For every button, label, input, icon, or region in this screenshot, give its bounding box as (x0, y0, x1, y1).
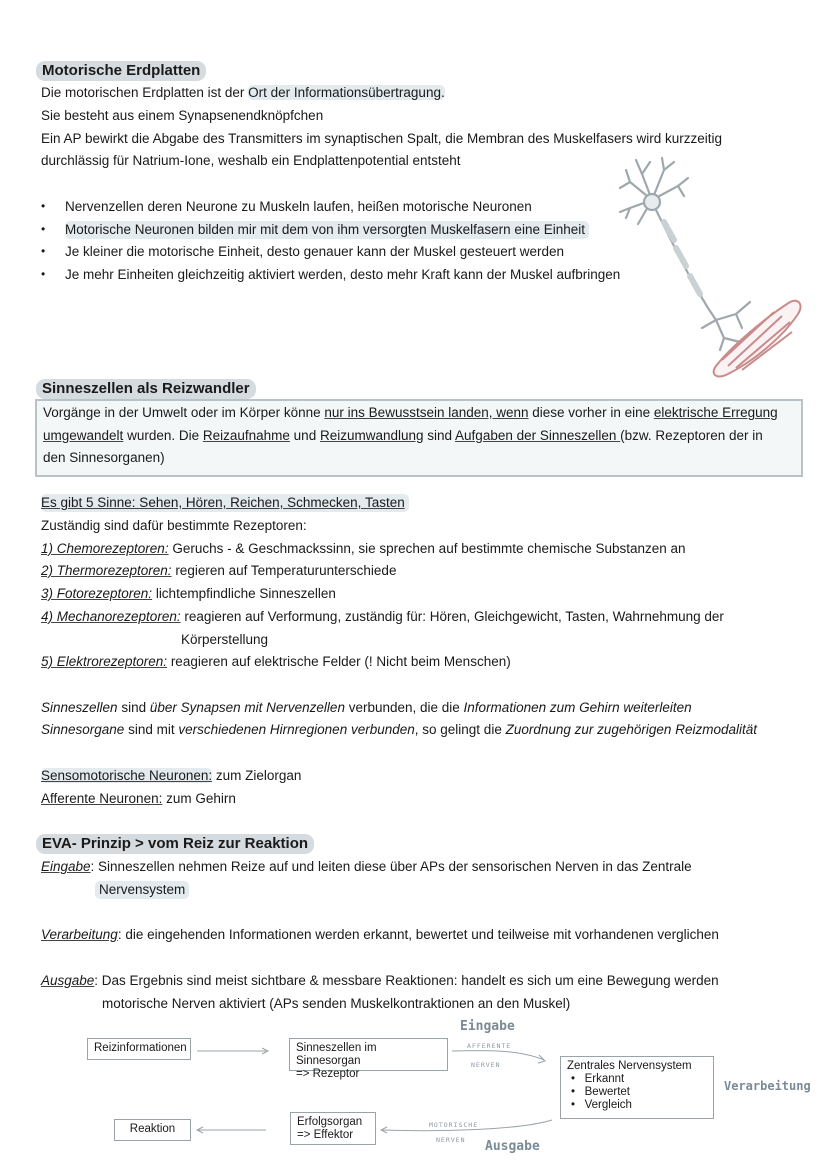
text: wurden. Die (123, 428, 203, 443)
box-label: Reizinformationen (94, 1042, 187, 1054)
box-label: Erfolgsorgan (297, 1116, 363, 1128)
text: sind (117, 700, 150, 715)
list-item: Je mehr Einheiten gleichzeitig aktiviert werden, desto mehr Kraft kann der Muskel aufbringen (65, 267, 621, 282)
sensomotorische-line (41, 767, 301, 785)
text: zum Zielorgan (212, 768, 302, 783)
section-heading-motorische-erdplatten: Motorische Erdplatten (36, 61, 206, 81)
underlined-text: nur ins Bewusstsein landen, wenn (324, 405, 529, 420)
list-item (41, 540, 686, 558)
text: Sinneszellen (41, 700, 118, 715)
label-text: Afferente Neuronen: (41, 791, 163, 806)
handwritten-verarbeitung: Verarbeitung (724, 1079, 811, 1093)
box-label: Reaktion (129, 1123, 176, 1135)
list-item (41, 653, 511, 671)
afferente-line (41, 790, 236, 808)
box-title: Zentrales Nervensystem (567, 1060, 692, 1072)
rezeptor-name: 4) Mechanorezeptoren: (41, 609, 181, 624)
bullet-dot: • (41, 222, 46, 236)
rezeptor-name: 2) Thermorezeptoren: (41, 563, 172, 578)
list-item: Je kleiner die motorische Einheit, desto genauer kann der Muskel gesteuert werden (65, 244, 565, 259)
box-reaktion (114, 1119, 191, 1141)
label-text: Sensomotorische Neuronen: (41, 768, 213, 783)
text: Informationen zum Gehirn weiterleiten (463, 700, 692, 715)
underlined-text: Reizumwandlung (319, 428, 424, 443)
list-item: Nervenzellen deren Neurone zu Muskeln laufen, heißen motorische Neuronen (65, 199, 532, 214)
text: (bzw. Rezeptoren der in (620, 428, 763, 443)
zns-item-label: Bewertet (584, 1086, 631, 1098)
zns-item: • Erkannt (571, 1073, 625, 1085)
rezeptor-desc: reagieren auf Verformung, zuständig für: Hören, Gleichgewicht, Tasten, Wahrnehmung der (180, 609, 724, 624)
sinnesorgane-sentence (41, 721, 757, 739)
text: verbunden, die die (344, 700, 464, 715)
handwritten-ausgabe: Ausgabe (485, 1139, 540, 1154)
section-heading-eva: EVA- Prinzip > vom Reiz zur Reaktion (36, 834, 314, 854)
list-item-continuation: Körperstellung (181, 632, 269, 647)
ausgabe-line (41, 972, 719, 990)
underlined-text: umgewandelt (43, 428, 124, 443)
box-erfolgsorgan (290, 1112, 376, 1145)
text: über Synapsen mit Nervenzellen (149, 700, 345, 715)
text: : die eingehenden Informationen werden erkannt, bewertet und teilweise mit vorhandenen verglichen (117, 927, 719, 942)
rezeptor-name: 5) Elektrorezeptoren: (41, 654, 168, 669)
underlined-text: Aufgaben der Sinneszellen (455, 428, 621, 443)
text: zum Gehirn (162, 791, 236, 806)
handwritten-afferente: AFFERENTE (467, 1042, 512, 1050)
text: , so gelingt die (414, 722, 506, 737)
text: sind (423, 428, 456, 443)
definition-line-3: den Sinnesorganen) (43, 450, 165, 465)
box-label: => Rezeptor (296, 1068, 360, 1080)
text: verschiedenen Hirnregionen verbunden (178, 722, 415, 737)
rezeptor-desc: regieren auf Temperaturunterschiede (171, 563, 397, 578)
zns-item: • Bewertet (571, 1086, 631, 1098)
zns-item: • Vergleich (571, 1099, 632, 1111)
list-item: Motorische Neuronen bilden mir mit dem von ihm versorgten Muskelfasern eine Einheit (65, 221, 589, 239)
rezeptor-desc: reagieren auf elektrische Felder (! Nicht beim Menschen) (167, 654, 511, 669)
arrow-sinnes-to-zns (452, 1051, 544, 1060)
label-text: Verarbeitung (41, 927, 118, 942)
underlined-text: Reizaufnahme (202, 428, 290, 443)
box-sinneszellen (289, 1038, 448, 1080)
paragraph-ap: Ein AP bewirkt die Abgabe des Transmitters im synaptischen Spalt, die Membran des Muskelfasers wird kurzzeitig (41, 131, 723, 146)
box-label: Sinneszellen im Sinnesorgan (296, 1042, 377, 1067)
bullet-dot: • (41, 199, 46, 213)
handwritten-eingabe: Eingabe (460, 1019, 515, 1034)
bullet-dot: • (41, 244, 46, 258)
zns-item-label: Vergleich (584, 1099, 632, 1111)
list-item (41, 585, 336, 603)
label-text: Ausgabe (41, 973, 95, 988)
box-reizinformationen (87, 1038, 191, 1060)
definition-line-1 (43, 404, 778, 422)
box-label: => Effektor (297, 1129, 354, 1141)
text: und (289, 428, 320, 443)
highlight-text: Ort der Informationsübertragung. (248, 85, 445, 100)
text: sind mit (124, 722, 179, 737)
text: Zuordnung zur zugehörigen Reizmodalität (505, 722, 757, 737)
rezeptor-name: 3) Fotorezeptoren: (41, 586, 153, 601)
handwritten-nerven: NERVEN (436, 1136, 466, 1144)
box-zns (560, 1056, 714, 1119)
rezeptor-desc: Geruchs - & Geschmackssinn, sie sprechen auf bestimmte chemische Substanzen an (168, 541, 686, 556)
text: Sinnesorgane (41, 722, 125, 737)
sinneszellen-sentence (41, 699, 692, 717)
paragraph-ort (41, 84, 445, 102)
list-item (41, 562, 396, 580)
zustaendig-line: Zuständig sind dafür bestimmte Rezeptoren: (41, 518, 307, 533)
underlined-text: elektrische Erregung (653, 405, 778, 420)
neuron-icon (620, 158, 750, 350)
eingabe-line (41, 858, 692, 876)
list-item (41, 608, 724, 626)
ausgabe-continuation: motorische Nerven aktiviert (APs senden Muskelkontraktionen an den Muskel) (102, 996, 571, 1011)
definition-line-2 (43, 427, 763, 445)
text: : Das Ergebnis sind meist sichtbare & messbare Reaktionen: handelt es sich um eine Bewegung werden (94, 973, 719, 988)
text: Die motorischen Erdplatten ist der (41, 85, 249, 100)
verarbeitung-line (41, 926, 719, 944)
handwritten-motorische: MOTORISCHE (429, 1121, 479, 1129)
senses-line: Es gibt 5 Sinne: Sehen, Hören, Reichen, Schmecken, Tasten (41, 494, 409, 512)
paragraph-ap-cont: durchlässig für Natrium-Ione, weshalb ein Endplattenpotential entsteht (41, 153, 461, 168)
text: diese vorher in eine (528, 405, 654, 420)
rezeptor-name: 1) Chemorezeptoren: (41, 541, 169, 556)
text: : Sinneszellen nehmen Reize auf und leiten diese über APs der sensorischen Nerven in das Zentrale (90, 859, 692, 874)
handwritten-nerven: NERVEN (471, 1061, 501, 1069)
zns-item-label: Erkannt (584, 1073, 625, 1085)
text: Vorgänge in der Umwelt oder im Körper könne (43, 405, 325, 420)
section-heading-sinneszellen: Sinneszellen als Reizwandler (36, 379, 256, 399)
paragraph-synapse: Sie besteht aus einem Synapsenendknöpfchen (41, 108, 324, 123)
rezeptor-desc: lichtempfindliche Sinneszellen (152, 586, 336, 601)
eingabe-continuation: Nervensystem (95, 881, 189, 899)
label-text: Eingabe (41, 859, 91, 874)
bullet-dot: • (41, 267, 46, 281)
neuron-muscle-illustration (612, 152, 810, 384)
definition-box (35, 399, 803, 477)
